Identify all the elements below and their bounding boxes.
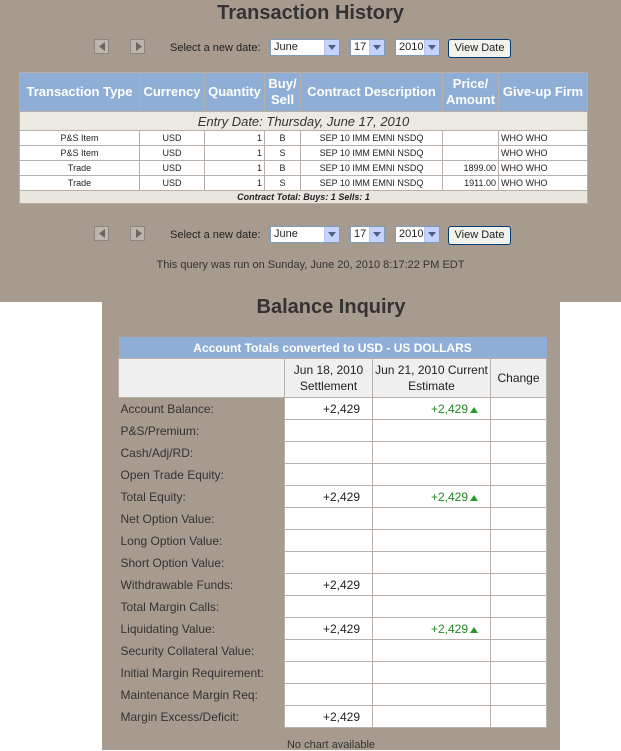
cell-quantity: 1 [205, 176, 265, 191]
contract-total: Contract Total: Buys: 1 Sells: 1 [20, 191, 588, 204]
change-column-header: Change [491, 359, 547, 398]
estimate-value [373, 464, 491, 486]
cell-currency: USD [140, 131, 205, 146]
cell-price: 1899.00 [443, 161, 499, 176]
change-value [491, 420, 547, 442]
view-date-button[interactable]: View Date [448, 226, 511, 245]
change-value [491, 530, 547, 552]
account-totals-header: Account Totals converted to USD - US DOLLARS [119, 337, 547, 359]
contract-total-row [20, 191, 588, 204]
prev-date-button[interactable] [94, 226, 109, 241]
change-value [491, 442, 547, 464]
cell-price [443, 131, 499, 146]
dropdown-caret-icon [373, 45, 381, 50]
cell-description: SEP 10 IMM EMNI NSDQ [301, 146, 443, 161]
balance-label: Short Option Value: [120, 555, 225, 570]
balance-label: Initial Margin Requirement: [120, 665, 264, 680]
entry-date-row [20, 112, 588, 131]
cell-quantity: 1 [205, 146, 265, 161]
column-header: Quantity [205, 73, 265, 112]
balance-label: P&S/Premium: [120, 423, 200, 438]
balance-row [119, 574, 547, 596]
transaction-history-panel [0, 0, 621, 302]
cell-description: SEP 10 IMM EMNI NSDQ [301, 161, 443, 176]
page-title: Transaction History [217, 2, 404, 24]
select-date-label: Select a new date: [170, 42, 261, 54]
balance-row [119, 530, 547, 552]
dropdown-caret-icon [373, 232, 381, 237]
balance-label: Open Trade Equity: [120, 467, 224, 482]
change-value [491, 640, 547, 662]
balance-inquiry-panel [102, 296, 560, 751]
balance-row [119, 442, 547, 464]
cell-side: B [265, 131, 301, 146]
balance-label: Withdrawable Funds: [120, 577, 234, 592]
change-value [491, 574, 547, 596]
change-value [491, 684, 547, 706]
cell-currency: USD [140, 146, 205, 161]
balance-title: Balance Inquiry [256, 296, 406, 318]
up-triangle-icon [470, 627, 478, 633]
arrow-left-icon [98, 229, 107, 238]
cell-currency: USD [140, 176, 205, 191]
estimate-value [373, 530, 491, 552]
table-header-row [20, 73, 588, 112]
arrow-left-icon [98, 42, 107, 51]
balance-row [119, 486, 547, 508]
balance-label: Liquidating Value: [120, 621, 216, 636]
cell-firm: WHO WHO [499, 146, 588, 161]
prev-date-button[interactable] [94, 39, 109, 54]
balance-row [119, 398, 547, 420]
estimate-value [373, 420, 491, 442]
column-header: Currency [140, 73, 205, 112]
estimate-value: +2,429 [373, 398, 491, 420]
no-chart-message: No chart available [286, 739, 376, 751]
cell-description: SEP 10 IMM EMNI NSDQ [301, 176, 443, 191]
cell-side: S [265, 146, 301, 161]
settlement-value [285, 442, 373, 464]
settlement-value: +2,429 [285, 574, 373, 596]
balance-label: Total Equity: [120, 489, 186, 504]
column-header: Transaction Type [20, 73, 140, 112]
change-value [491, 662, 547, 684]
balance-row [119, 464, 547, 486]
cell-currency: USD [140, 161, 205, 176]
cell-firm: WHO WHO [499, 176, 588, 191]
change-value [491, 508, 547, 530]
settlement-value [285, 684, 373, 706]
cell-firm: WHO WHO [499, 161, 588, 176]
estimate-value [373, 684, 491, 706]
balance-table [118, 337, 547, 728]
label-column-header [119, 359, 285, 398]
settlement-value [285, 530, 373, 552]
balance-label: Total Margin Calls: [120, 599, 220, 614]
cell-price: 1911.00 [443, 176, 499, 191]
month-select[interactable]: June [270, 39, 340, 56]
settlement-value: +2,429 [285, 618, 373, 640]
table-row [20, 161, 588, 176]
balance-row [119, 662, 547, 684]
settlement-value: +2,429 [285, 706, 373, 728]
cell-type: P&S Item [20, 131, 140, 146]
balance-label: Margin Excess/Deficit: [120, 709, 240, 724]
table-row [20, 176, 588, 191]
settlement-value: +2,429 [285, 486, 373, 508]
year-select[interactable]: 2010 [395, 226, 440, 243]
settlement-value [285, 420, 373, 442]
balance-label: Net Option Value: [120, 511, 215, 526]
transaction-table [19, 72, 588, 204]
balance-row [119, 684, 547, 706]
settlement-value [285, 508, 373, 530]
settlement-value [285, 640, 373, 662]
estimate-value [373, 442, 491, 464]
estimate-value [373, 596, 491, 618]
balance-label: Long Option Value: [120, 533, 223, 548]
cell-type: Trade [20, 161, 140, 176]
balance-label: Security Collateral Value: [120, 643, 255, 658]
estimate-value [373, 706, 491, 728]
year-select[interactable]: 2010 [395, 39, 440, 56]
settlement-value [285, 552, 373, 574]
change-value [491, 706, 547, 728]
balance-row [119, 552, 547, 574]
estimate-value [373, 508, 491, 530]
cell-quantity: 1 [205, 161, 265, 176]
cell-description: SEP 10 IMM EMNI NSDQ [301, 131, 443, 146]
settlement-value: +2,429 [285, 398, 373, 420]
date-nav-bottom [0, 226, 621, 248]
month-select[interactable]: June [270, 226, 340, 243]
cell-type: Trade [20, 176, 140, 191]
column-header: Give-up Firm [499, 73, 588, 112]
select-date-label: Select a new date: [170, 229, 261, 241]
balance-label: Account Balance: [120, 401, 214, 416]
balance-header-row [119, 337, 547, 359]
column-header: Price/ Amount [443, 73, 499, 112]
balance-row [119, 706, 547, 728]
table-row [20, 146, 588, 161]
dropdown-caret-icon [328, 45, 336, 50]
settlement-value [285, 596, 373, 618]
arrow-right-icon [134, 229, 143, 238]
cell-type: P&S Item [20, 146, 140, 161]
change-value [491, 618, 547, 640]
estimate-value: +2,429 [373, 486, 491, 508]
estimate-column-header: Jun 21, 2010 Current Estimate [373, 359, 491, 398]
dropdown-caret-icon [328, 232, 336, 237]
day-select[interactable]: 17 [350, 226, 385, 243]
balance-row [119, 508, 547, 530]
settlement-column-header: Jun 18, 2010 Settlement [285, 359, 373, 398]
estimate-value [373, 552, 491, 574]
cell-price [443, 146, 499, 161]
balance-row [119, 596, 547, 618]
cell-firm: WHO WHO [499, 131, 588, 146]
next-date-button[interactable] [130, 39, 145, 54]
table-row [20, 131, 588, 146]
balance-row [119, 618, 547, 640]
entry-date: Entry Date: Thursday, June 17, 2010 [20, 112, 588, 131]
settlement-value [285, 662, 373, 684]
view-date-button[interactable]: View Date [448, 39, 511, 58]
change-value [491, 398, 547, 420]
dropdown-caret-icon [428, 232, 436, 237]
change-value [491, 552, 547, 574]
settlement-value [285, 464, 373, 486]
balance-row [119, 420, 547, 442]
up-triangle-icon [470, 495, 478, 501]
change-value [491, 486, 547, 508]
column-header: Buy/ Sell [265, 73, 301, 112]
cell-side: B [265, 161, 301, 176]
next-date-button[interactable] [130, 226, 145, 241]
dropdown-caret-icon [428, 45, 436, 50]
query-timestamp: This query was run on Sunday, June 20, 2010 8:17:22 PM EDT [156, 259, 465, 271]
estimate-value [373, 574, 491, 596]
balance-row [119, 640, 547, 662]
arrow-right-icon [134, 42, 143, 51]
balance-column-headers [119, 359, 547, 398]
day-select[interactable]: 17 [350, 39, 385, 56]
estimate-value [373, 662, 491, 684]
balance-label: Cash/Adj/RD: [120, 445, 194, 460]
cell-quantity: 1 [205, 131, 265, 146]
column-header: Contract Description [301, 73, 443, 112]
change-value [491, 596, 547, 618]
change-value [491, 464, 547, 486]
balance-label: Maintenance Margin Req: [120, 687, 258, 702]
estimate-value [373, 640, 491, 662]
date-nav-top [0, 39, 621, 61]
cell-side: S [265, 176, 301, 191]
estimate-value: +2,429 [373, 618, 491, 640]
up-triangle-icon [470, 407, 478, 413]
